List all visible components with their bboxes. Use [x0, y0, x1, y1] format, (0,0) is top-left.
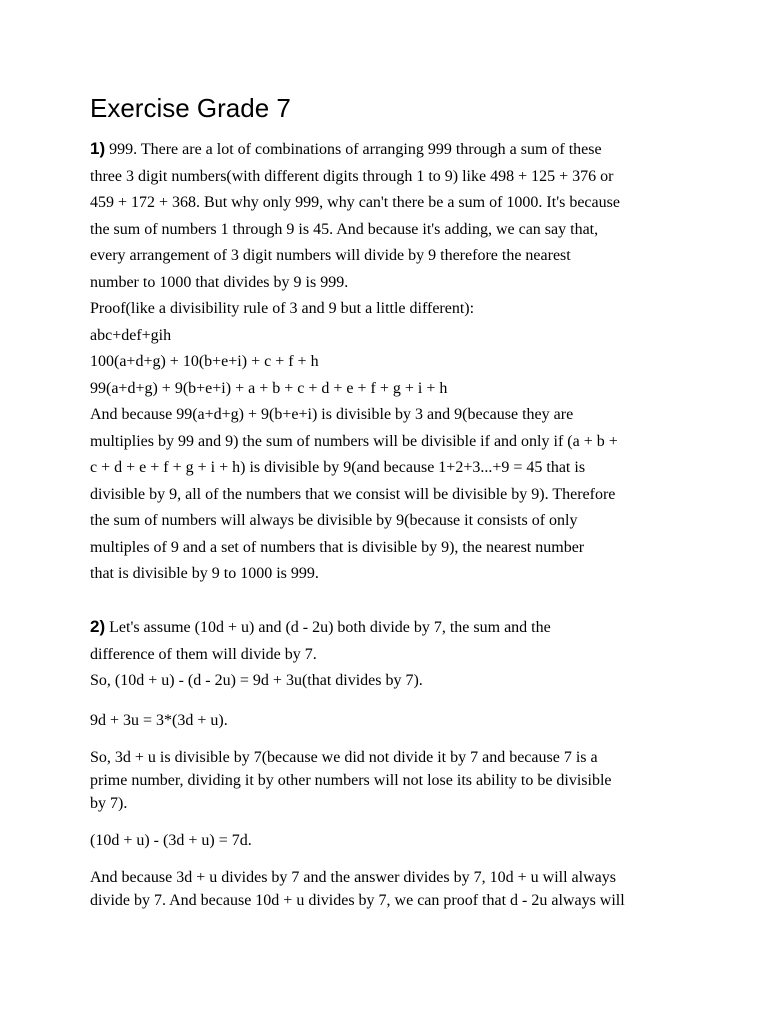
text-line: abc+def+gih — [90, 326, 172, 344]
text-line: 99(a+d+g) + 9(b+e+i) + a + b + c + d + e + f + g + i + h — [90, 379, 448, 397]
text-line: multiples of 9 and a set of numbers that is divisible by 9), the nearest number — [90, 538, 585, 556]
text-line: 459 + 172 + 368. But why only 999, why can't there be a sum of 1000. It's because — [90, 194, 620, 211]
equation: (10d + u) - (3d + u) = 7d. — [90, 831, 252, 849]
exercise-number: 2) — [90, 617, 106, 636]
text-line — [90, 614, 690, 642]
text-line: divisible by 9, all of the numbers that we consist will be divisible by 9). Therefore — [90, 485, 616, 503]
text-line: by 7). — [90, 794, 128, 812]
text-line: 100(a+d+g) + 10(b+e+i) + c + f + h — [90, 353, 319, 370]
text-line: multiplies by 99 and 9) the sum of numbers will be divisible if and only if (a + b + — [90, 432, 618, 450]
text-line: the sum of numbers 1 through 9 is 45. And because it's adding, we can say that, — [90, 220, 599, 238]
text-line: So, (10d + u) - (d - 2u) = 9d + 3u(that divides by 7). — [90, 672, 423, 689]
text-line: And because 99(a+d+g) + 9(b+e+i) is divisible by 3 and 9(because they are — [90, 406, 574, 423]
text-line: that is divisible by 9 to 1000 is 999. — [90, 565, 319, 582]
text-line: three 3 digit numbers(with different digits through 1 to 9) like 498 + 125 + 376 or — [90, 167, 614, 185]
text-line: number to 1000 that divides by 9 is 999. — [90, 273, 349, 291]
text-line: Proof(like a divisibility rule of 3 and 9 but a little different): — [90, 300, 475, 317]
equation: 9d + 3u = 3*(3d + u). — [90, 711, 228, 729]
text-line: So, 3d + u is divisible by 7(because we did not divide it by 7 and because 7 is a — [90, 748, 598, 766]
spacer — [90, 815, 690, 829]
text-line — [90, 136, 690, 164]
spacer — [90, 695, 690, 709]
text-line-content: 999. There are a lot of combinations of arranging 999 through a sum of these — [109, 141, 602, 158]
text-line: the sum of numbers will always be divisible by 9(because it consists of only — [90, 512, 578, 529]
spacer — [90, 732, 690, 746]
exercise-1 — [90, 136, 690, 588]
text-line: difference of them will divide by 7. — [90, 645, 317, 663]
text-line: divide by 7. And because 10d + u divides by 7, we can proof that d - 2u always will — [90, 891, 625, 909]
exercise-number: 1) — [90, 139, 106, 158]
text-line: c + d + e + f + g + i + h) is divisible by 9(and because 1+2+3...+9 = 45 that is — [90, 459, 586, 476]
text-line-content: Let's assume (10d + u) and (d - 2u) both divide by 7, the sum and the — [109, 619, 551, 636]
text-line: every arrangement of 3 digit numbers will divide by 9 therefore the nearest — [90, 247, 571, 264]
exercise-2 — [90, 614, 690, 912]
spacer — [90, 852, 690, 866]
text-line: prime number, dividing it by other numbers will not lose its ability to be divisible — [90, 771, 612, 789]
text-line: And because 3d + u divides by 7 and the answer divides by 7, 10d + u will always — [90, 868, 616, 886]
document-title: Exercise Grade 7 — [90, 93, 291, 123]
